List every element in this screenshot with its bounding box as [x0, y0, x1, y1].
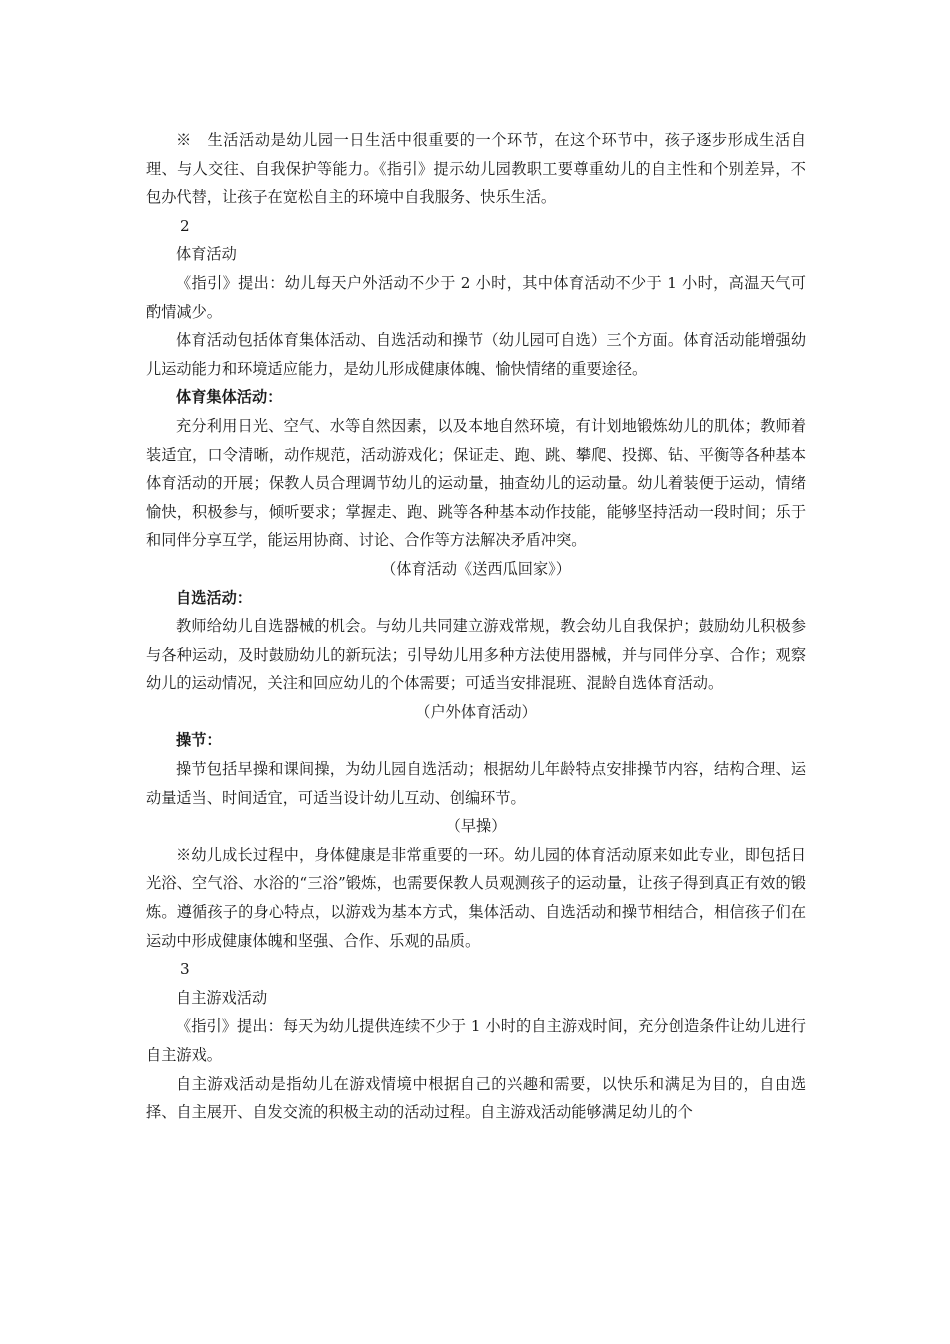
- paragraph-free-choice: 教师给幼儿自选器械的机会。与幼儿共同建立游戏常规，教会幼儿自我保护；鼓励幼儿积极参与各种运动，及时鼓励幼儿的新玩法；引导幼儿用多种方法使用器械，并与同伴分享、合作；观察幼儿的运动情况，关注和回应幼儿的个体需要；可适当安排混班、混龄自选体育活动。: [146, 617, 806, 693]
- paragraph-guideline-sports: 《指引》提出：幼儿每天户外活动不少于 2 小时，其中体育活动不少于 1 小时，高温天气可酌情减少。: [146, 273, 806, 321]
- subheading-free-choice: 自选活动：: [176, 588, 252, 607]
- caption-outdoor-sports: （户外体育活动）: [415, 702, 537, 721]
- paragraph-sports-overview: 体育活动包括体育集体活动、自选活动和操节（幼儿园可自选）三个方面。体育活动能增强幼儿运动能力和环境适应能力，是幼儿形成健康体魄、愉快情绪的重要途径。: [146, 331, 806, 378]
- subheading-exercises: 操节：: [176, 731, 222, 750]
- paragraph-health-note: ※幼儿成长过程中，身体健康是非常重要的一环。幼儿园的体育活动原来如此专业，即包括日光浴、空气浴、水浴的“三浴”锻炼，也需要保教人员观测孩子的运动量，让孩子得到真正有效的锻炼。遵循孩子的身心特点，以游戏为基本方式，集体活动、自选活动和操节相结合，相信孩子们在运动中形成健康体魄和坚强、合作、乐观的品质。: [146, 845, 806, 950]
- paragraph-free-play-definition: 自主游戏活动是指幼儿在游戏情境中根据自己的兴趣和需要，以快乐和满足为目的，自由选择、自主展开、自发交流的积极主动的活动过程。自主游戏活动能够满足幼儿的个: [146, 1074, 806, 1122]
- paragraph-guideline-free-play: 《指引》提出：每天为幼儿提供连续不少于 1 小时的自主游戏时间，充分创造条件让幼儿进行自主游戏。: [146, 1017, 806, 1064]
- subheading-group-sports: 体育集体活动：: [176, 388, 283, 407]
- paragraph-life-activity: ※ 生活活动是幼儿园一日生活中很重要的一个环节，在这个环节中，孩子逐步形成生活自理、与人交往、自我保护等能力。《指引》提示幼儿园教职工要尊重幼儿的自主性和个别差异，不包办代替，让孩子在宽松自主的环境中自我服务、快乐生活。: [146, 131, 806, 207]
- section-heading-free-play: 自主游戏活动: [176, 988, 268, 1007]
- caption-watermelon: （体育活动《送西瓜回家》）: [381, 559, 571, 578]
- paragraph-group-sports: 充分利用日光、空气、水等自然因素，以及本地自然环境，有计划地锻炼幼儿的肌体；教师着装适宜，口令清晰，动作规范，活动游戏化；保证走、跑、跳、攀爬、投掷、钻、平衡等各种基本体育活动的开展；保教人员合理调节幼儿的运动量，抽查幼儿的运动量。幼儿着装便于运动，情绪愉快，积极参与，倾听要求；掌握走、跑、跳等各种基本动作技能，能够坚持活动一段时间；乐于和同伴分享互学，能运用协商、讨论、合作等方法解决矛盾冲突。: [146, 416, 806, 550]
- document-page: [146, 126, 806, 1127]
- section-heading-sports: 体育活动: [176, 245, 237, 264]
- section-number-2: 2: [180, 216, 190, 235]
- section-number-3: 3: [180, 960, 190, 979]
- caption-morning-exercise: （早操）: [445, 817, 507, 836]
- paragraph-exercises: 操节包括早操和课间操，为幼儿园自选活动；根据幼儿年龄特点安排操节内容，结构合理、运动量适当、时间适宜，可适当设计幼儿互动、创编环节。: [146, 760, 806, 807]
